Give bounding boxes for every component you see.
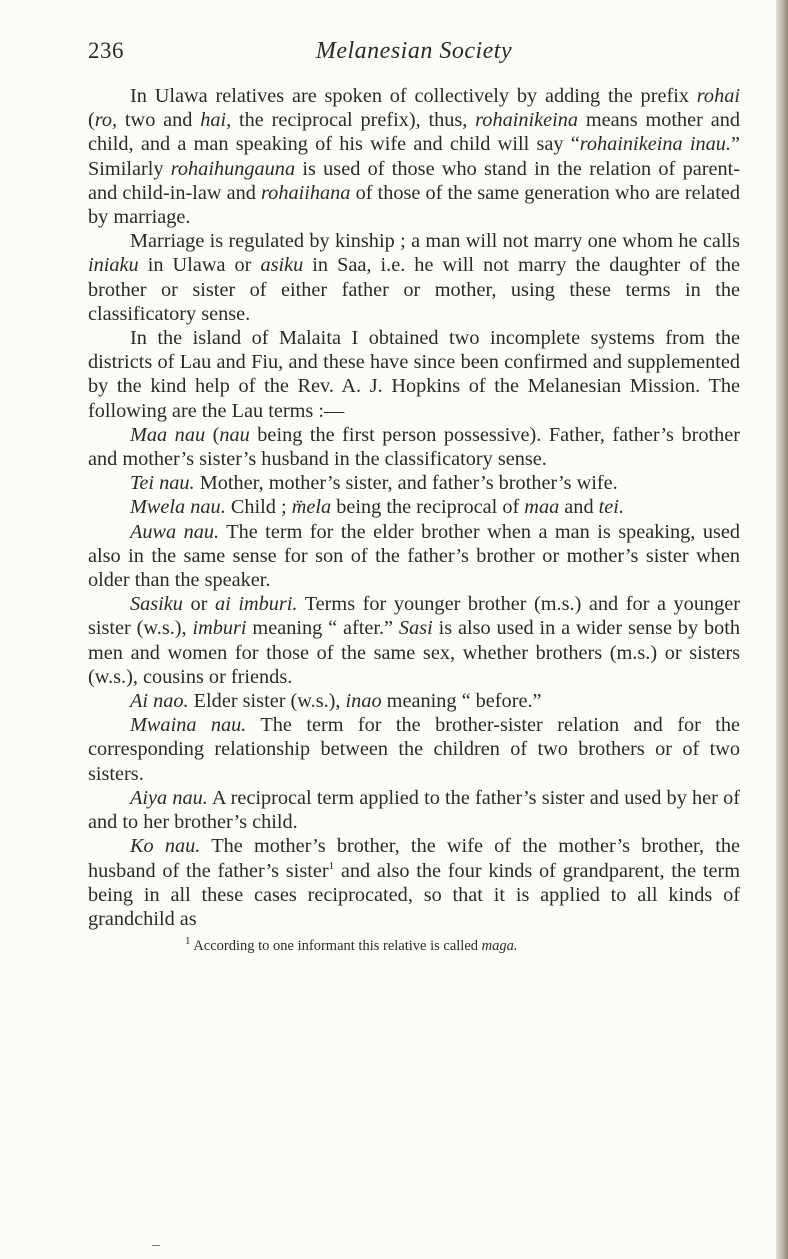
running-title: Melanesian Society (315, 38, 513, 64)
term-entry-ko-nau: Ko nau. The mother’s brother, the wife of the mother’s brother, the husband of the father’s sister$^1$ and also the four kinds of grandparent, the term being in all these cases reciprocated, so that it is applied to all kinds of grandchild as (88, 835, 740, 930)
footnote-marker: 1 (185, 935, 191, 948)
term-entry-tei-nau: Tei nau. Mother, mother’s sister, and father’s brother’s wife. (130, 472, 618, 495)
paragraph-ulawa-relatives: In Ulawa relatives are spoken of collectively by adding the prefix rohai (ro, two and hai, the reciprocal prefix), thus, rohainikeina means mother and child, and a man speaking of his wife and child will say “rohainikeina inau.” Similarly rohaihungauna is used of those who stand in the relation of parent- and child-in-law and rohaiihana of those of the same generation who are related by marriage. (88, 85, 741, 229)
term-entry-sasiku: Sasiku or ai imburi. Terms for younger brother (m.s.) and for a younger sister (w.s.), imburi meaning “ after.” Sasi is also used in a wider sense by both men and women for those of the same sex, whether brothers (m.s.) or sisters (w.s.), cousins or friends. (88, 593, 741, 688)
term-entry-aiya-nau: Aiya nau. A reciprocal term applied to the father’s sister and used by her of and to her brother’s child. (88, 786, 740, 834)
footnote-reference: 1 (328, 859, 335, 872)
term-entry-maa-nau: Maa nau (nau being the first person possessive). Father, father’s brother and mother’s sister’s husband in the classificatory sense. (88, 423, 741, 471)
footnote: $^1$ According to one informant this relative is called maga. (185, 935, 518, 955)
book-gutter-shadow (776, 0, 788, 1259)
paragraph-marriage: Marriage is regulated by kinship ; a man will not marry one whom he calls iniaku in Ulawa or asiku in Saa, i.e. he will not marry the daughter of the brother or sister of either father or mother, using these terms in the classificatory sense. (88, 230, 740, 325)
paragraph-malaita: In the island of Malaita I obtained two incomplete systems from the districts of Lau and Fiu, and these have since been confirmed and supplemented by the kind help of the Rev. A. J. Hopkins of the Melanesian Mission. The following are the Lau terms :— (88, 327, 740, 422)
print-mark (152, 1245, 160, 1246)
term-entry-ai-nao: Ai nao. Elder sister (w.s.), inao meaning “ before.” (130, 690, 542, 713)
book-page (88, 30, 740, 955)
page-header (88, 30, 740, 70)
term-entry-auwa-nau: Auwa nau. The term for the elder brother when a man is speaking, used also in the same sense for son of the father’s brother or mother’s sister when older than the speaker. (88, 520, 740, 592)
term-entry-mwela-nau: Mwela nau. Child ; m̈ela being the reciprocal of maa and tei. (130, 496, 625, 519)
body-text (88, 84, 740, 931)
term-entry-mwaina-nau: Mwaina nau. The term for the brother-sister relation and for the corresponding relationship between the children of two brothers or of two sisters. (88, 714, 741, 785)
page-number: 236 (88, 38, 124, 63)
